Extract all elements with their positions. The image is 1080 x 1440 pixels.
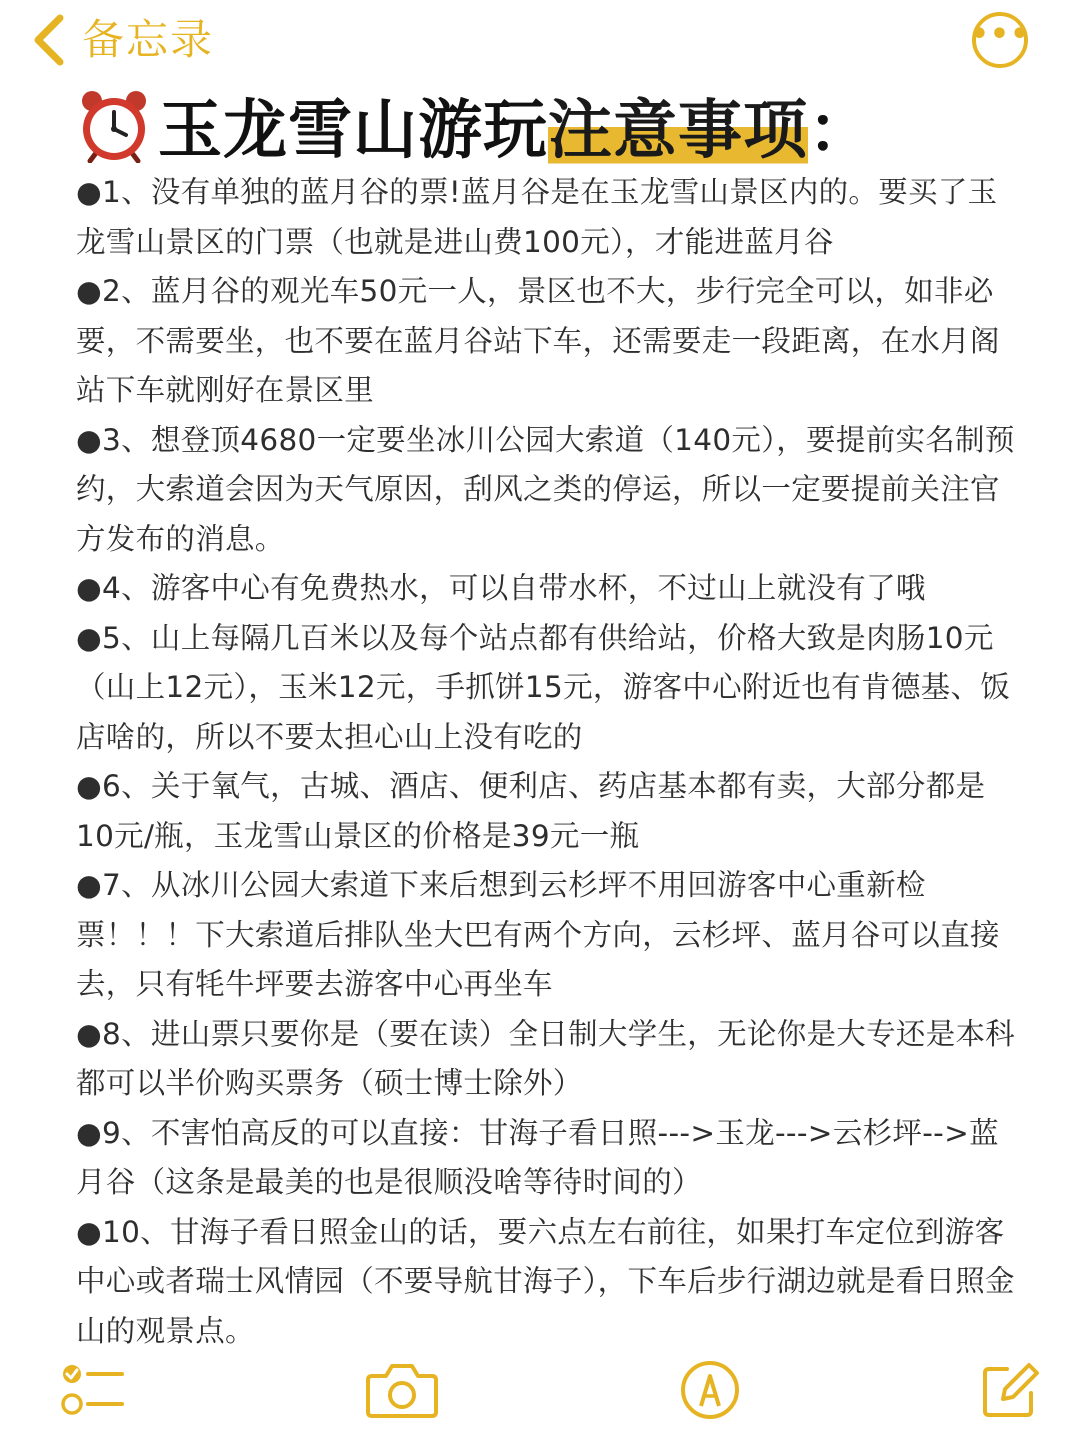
note-title	[76, 84, 873, 166]
title-colon: ：	[808, 94, 873, 168]
chevron-left-icon	[28, 12, 72, 68]
checklist-button[interactable]	[52, 1350, 132, 1430]
title-highlight	[548, 79, 808, 171]
title-highlight-text: 注意事项	[548, 94, 808, 168]
note-item-1: ●1、没有单独的蓝月谷的票!蓝月谷是在玉龙雪山景区内的。要买了玉龙雪山景区的门票（也就是进山费100元），才能进蓝月谷	[76, 175, 998, 259]
note-item-9: ●9、不害怕高反的可以直接：甘海子看日照--->玉龙--->云杉坪-->蓝月谷（这条是最美的也是很顺没啥等待时间的）	[76, 1115, 999, 1199]
alarm-clock-icon	[76, 87, 152, 163]
back-label: 备忘录	[82, 15, 215, 64]
note-item-2: ●2、蓝月谷的观光车50元一人，景区也不大，步行完全可以，如非必要，不需要坐，也不要在蓝月谷站下车，还需要走一段距离，在水月阁站下车就刚好在景区里	[76, 274, 1000, 407]
pen-markup-icon	[678, 1358, 742, 1422]
markup-button[interactable]	[670, 1350, 750, 1430]
ellipsis-circle-icon: •••	[969, 17, 1031, 52]
note-item-6: ●6、关于氧气，古城、酒店、便利店、药店基本都有卖，大部分都是10元/瓶，玉龙雪山景区的价格是39元一瓶	[76, 769, 986, 853]
note-item-8: ●8、进山票只要你是（要在读）全日制大学生，无论你是大专还是本科都可以半价购买票务（硕士博士除外）	[76, 1016, 1016, 1100]
compose-button[interactable]	[970, 1350, 1050, 1430]
camera-icon	[364, 1358, 440, 1422]
top-nav-bar	[0, 0, 1080, 80]
note-body[interactable]	[76, 168, 1022, 1356]
note-item-10: ●10、甘海子看日照金山的话，要六点左右前往，如果打车定位到游客中心或者瑞士风情园（不要导航甘海子），下车后步行湖边就是看日照金山的观景点。	[76, 1214, 1015, 1348]
back-button[interactable]	[28, 8, 214, 72]
bottom-toolbar	[0, 1350, 1080, 1440]
compose-icon	[977, 1357, 1043, 1423]
title-main: 玉龙雪山游玩	[158, 94, 548, 168]
checklist-icon	[56, 1354, 128, 1426]
note-item-7: ●7、从冰川公园大索道下来后想到云杉坪不用回游客中心重新检票！！！下大索道后排队坐大巴有两个方向，云杉坪、蓝月谷可以直接去，只有牦牛坪要去游客中心再坐车	[76, 868, 1000, 1001]
note-item-3: ●3、想登顶4680一定要坐冰川公园大索道（140元），要提前实名制预约，大索道会因为天气原因，刮风之类的停运，所以一定要提前关注官方发布的消息。	[76, 422, 1015, 556]
more-button[interactable]	[969, 12, 1031, 68]
note-item-4: ●4、游客中心有免费热水，可以自带水杯，不过山上就没有了哦	[76, 571, 926, 605]
camera-button[interactable]	[362, 1350, 442, 1430]
note-item-5: ●5、山上每隔几百米以及每个站点都有供给站，价格大致是肉肠10元（山上12元），玉米12元，手抓饼15元，游客中心附近也有肯德基、饭店啥的，所以不要太担心山上没有吃的	[76, 620, 1011, 754]
